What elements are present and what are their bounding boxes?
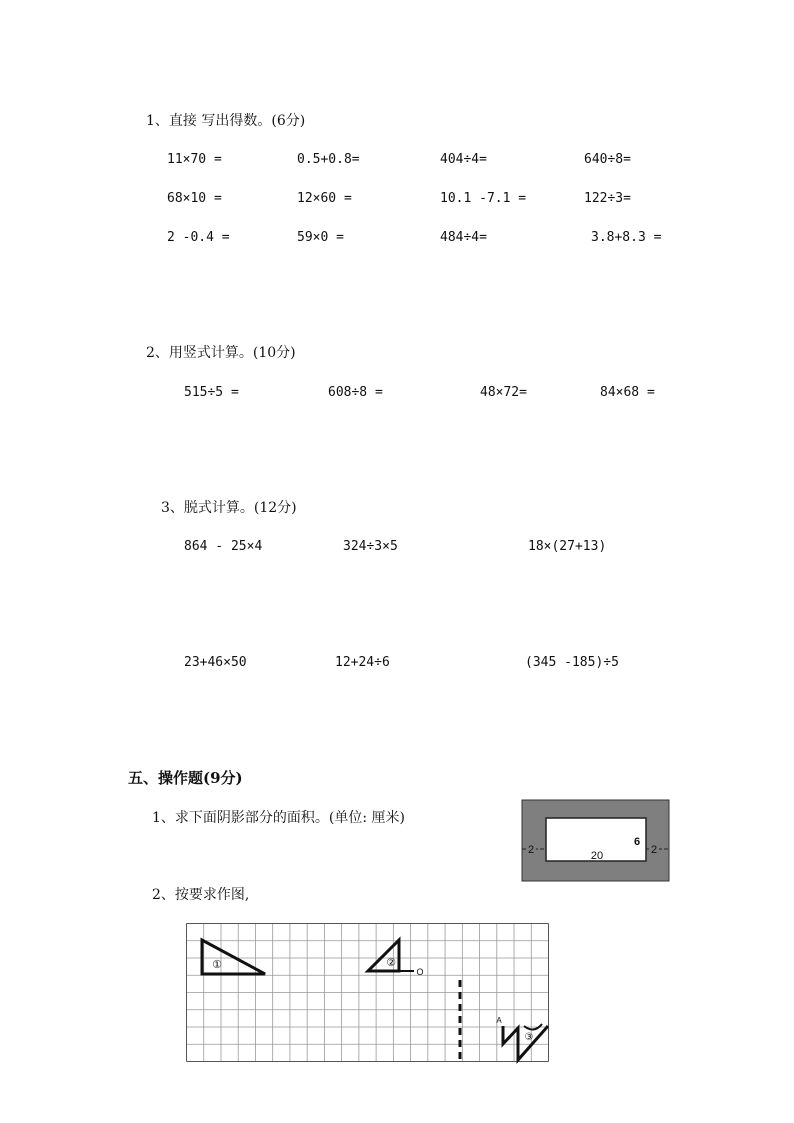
label-left: 2 <box>527 844 535 856</box>
s1-r1-c4: 640÷8= <box>584 152 631 167</box>
s2-item-1: 515÷5 = <box>184 385 239 400</box>
section2-title: 2、用竖式计算。(10分) <box>146 345 296 361</box>
section3-title: 3、脱式计算。(12分) <box>161 500 297 516</box>
s1-r1-c2: 0.5+0.8= <box>297 152 360 167</box>
s1-r3-c4: 3.8+8.3 = <box>591 230 662 245</box>
section5-heading: 五、操作题(9分) <box>128 769 243 787</box>
s1-r2-c1: 68×10 = <box>167 191 222 206</box>
triangle-1-label: ① <box>212 958 222 971</box>
point-a-label: A <box>496 1016 502 1025</box>
label-height: 6 <box>633 836 641 848</box>
s3-r1-c3: 18×(27+13) <box>528 539 607 554</box>
s1-r1-c3: 404÷4= <box>440 152 487 167</box>
s2-item-2: 608÷8 = <box>328 385 383 400</box>
triangle-2-label: ② <box>386 956 396 969</box>
s3-r2-c3: (345 -185)÷5 <box>525 655 619 670</box>
s1-r2-c2: 12×60 = <box>297 191 352 206</box>
s1-r3-c1: 2 -0.4 = <box>167 230 230 245</box>
s3-r2-c1: 23+46×50 <box>184 655 247 670</box>
label-width: 20 <box>590 850 604 862</box>
s1-r2-c3: 10.1 -7.1 = <box>440 191 527 206</box>
s5-q2: 2、按要求作图, <box>152 887 250 903</box>
grid-figure <box>186 920 554 1066</box>
s1-r2-c4: 122÷3= <box>584 191 631 206</box>
s3-r1-c1: 864 - 25×4 <box>184 539 263 554</box>
shape-3-label: ③ <box>524 1032 534 1043</box>
s1-r1-c1: 11×70 = <box>167 152 222 167</box>
shaded-rect-figure <box>520 798 672 884</box>
point-o-label: O <box>416 967 424 977</box>
s5-q1: 1、求下面阴影部分的面积。(单位: 厘米) <box>152 810 405 826</box>
section1-title: 1、直接 写出得数。(6分) <box>146 113 306 129</box>
s2-item-3: 48×72= <box>480 385 527 400</box>
label-right: 2 <box>650 844 658 856</box>
s2-item-4: 84×68 = <box>600 385 655 400</box>
s3-r2-c2: 12+24÷6 <box>335 655 390 670</box>
s1-r3-c2: 59×0 = <box>297 230 344 245</box>
s3-r1-c2: 324÷3×5 <box>343 539 398 554</box>
s1-r3-c3: 484÷4= <box>440 230 487 245</box>
